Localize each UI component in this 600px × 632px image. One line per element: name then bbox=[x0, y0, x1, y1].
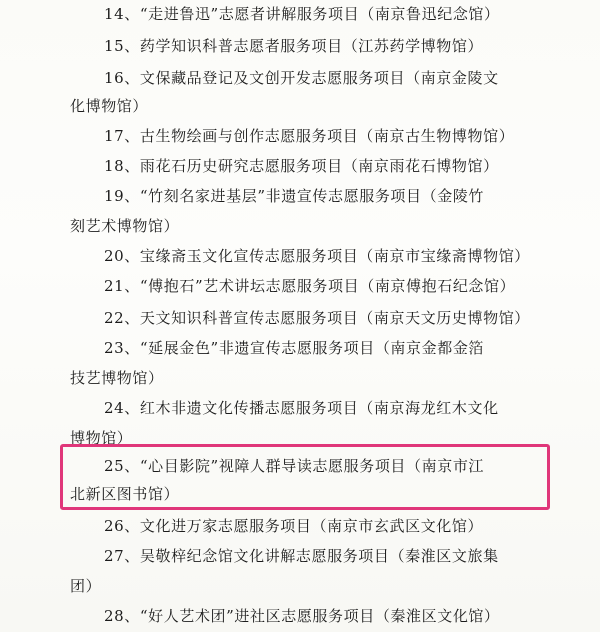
list-item-text: 20、宝缘斋玉文化宣传志愿服务项目（南京市宝缘斋博物馆） bbox=[104, 247, 530, 265]
list-item-continuation: 化博物馆） bbox=[70, 97, 149, 115]
list-item-continuation: 刻艺术博物馆） bbox=[70, 217, 180, 235]
list-item-text: 25、“心目影院”视障人群导读志愿服务项目（南京市江 bbox=[104, 457, 485, 475]
list-item-text: 16、文保藏品登记及文创开发志愿服务项目（南京金陵文 bbox=[104, 69, 499, 87]
list-item-continuation: 博物馆） bbox=[70, 429, 133, 447]
list-item-text: 18、雨花石历史研究志愿服务项目（南京雨花石博物馆） bbox=[104, 157, 499, 175]
list-item-continuation: 北新区图书馆） bbox=[70, 485, 180, 503]
list-item-text: 28、“好人艺术团”进社区志愿服务项目（秦淮区文化馆） bbox=[104, 607, 500, 625]
list-item-text: 17、古生物绘画与创作志愿服务项目（南京古生物博物馆） bbox=[104, 127, 515, 145]
list-item-text: 19、“竹刻名家进基层”非遗宣传志愿服务项目（金陵竹 bbox=[104, 187, 485, 205]
list-item-text: 14、“走进鲁迅”志愿者讲解服务项目（南京鲁迅纪念馆） bbox=[104, 5, 500, 23]
list-item-text: 27、吴敬梓纪念馆文化讲解志愿服务项目（秦淮区文旅集 bbox=[104, 547, 499, 565]
list-item-continuation: 技艺博物馆） bbox=[70, 369, 164, 387]
list-item-text: 21、“傅抱石”艺术讲坛志愿服务项目（南京傅抱石纪念馆） bbox=[104, 277, 516, 295]
list-item-text: 15、药学知识科普志愿者服务项目（江苏药学博物馆） bbox=[104, 37, 484, 55]
list-item-text: 26、文化进万家志愿服务项目（南京市玄武区文化馆） bbox=[104, 517, 484, 535]
list-item-text: 24、红木非遗文化传播志愿服务项目（南京海龙红木文化 bbox=[104, 399, 499, 417]
list-item-text: 22、天文知识科普宣传志愿服务项目（南京天文历史博物馆） bbox=[104, 309, 530, 327]
list-item-text: 23、“延展金色”非遗宣传志愿服务项目（南京金都金箔 bbox=[104, 339, 485, 357]
list-item-continuation: 团） bbox=[70, 577, 102, 595]
